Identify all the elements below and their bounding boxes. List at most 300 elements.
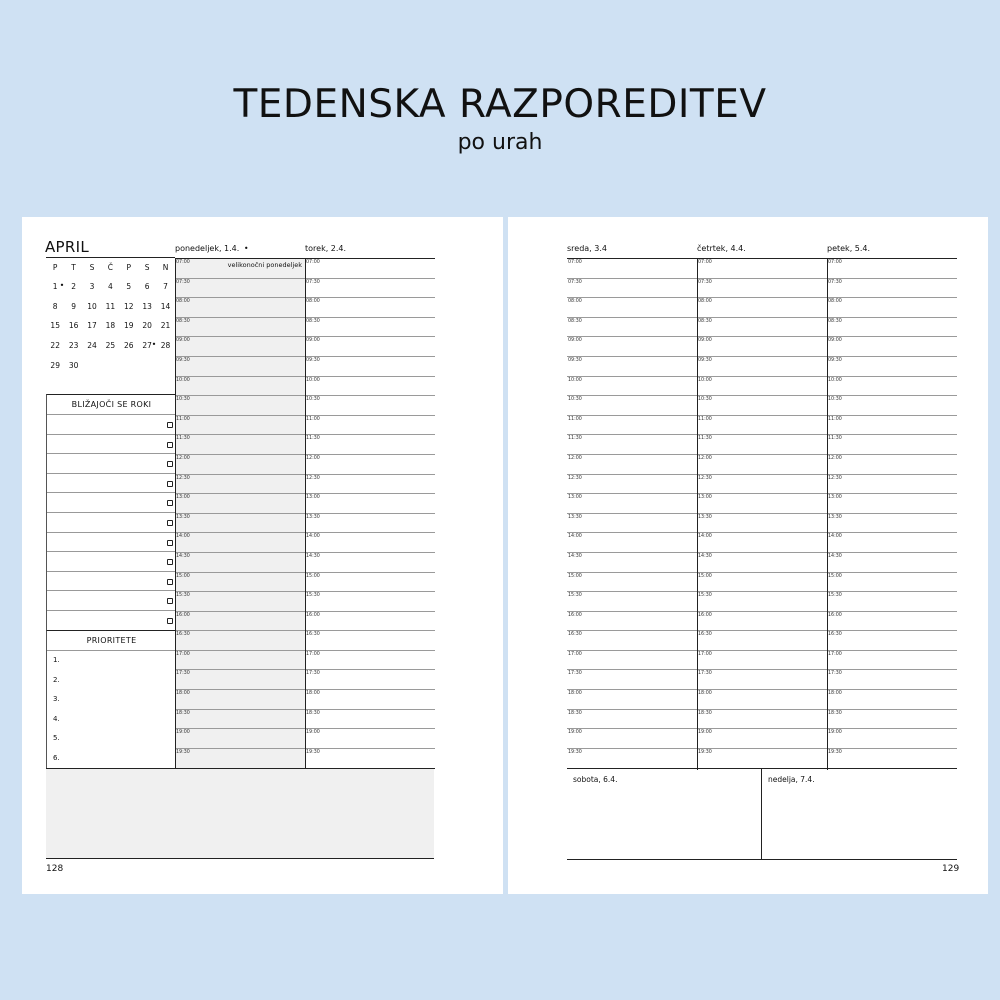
deadlines-section bbox=[46, 394, 176, 631]
time-slot[interactable] bbox=[567, 259, 697, 279]
weekday-label: T bbox=[71, 263, 76, 272]
time-slot[interactable] bbox=[305, 553, 435, 573]
calendar-day[interactable]: 7 bbox=[163, 282, 168, 292]
time-slot[interactable] bbox=[175, 514, 305, 534]
time-slot-label: 08:30 bbox=[828, 318, 842, 324]
priority-row[interactable]: 2. bbox=[53, 675, 60, 684]
time-slot[interactable] bbox=[305, 357, 435, 377]
time-slot-label: 17:30 bbox=[176, 671, 190, 677]
checkbox-icon[interactable] bbox=[167, 559, 173, 565]
calendar-day[interactable]: 6 bbox=[144, 282, 150, 292]
day-header: petek, 5.4. bbox=[827, 244, 871, 253]
time-slot[interactable] bbox=[567, 612, 697, 632]
calendar-day[interactable]: 13 bbox=[142, 301, 152, 311]
time-slot-label: 16:00 bbox=[176, 612, 190, 618]
time-slot[interactable] bbox=[305, 533, 435, 553]
time-slot-label: 07:30 bbox=[306, 279, 320, 285]
time-slot-label: 15:00 bbox=[176, 573, 190, 579]
time-slot-label: 19:30 bbox=[698, 749, 712, 755]
day-header: torek, 2.4. bbox=[305, 244, 347, 253]
time-slot[interactable] bbox=[567, 298, 697, 318]
calendar-day[interactable]: 20 bbox=[142, 321, 152, 331]
time-slot[interactable] bbox=[697, 259, 827, 279]
weekend-divider bbox=[761, 769, 762, 860]
page-subtitle: po urah bbox=[457, 130, 543, 155]
time-slot-label: 18:30 bbox=[698, 710, 712, 716]
time-slot-label: 13:30 bbox=[828, 514, 842, 520]
time-slot[interactable] bbox=[175, 337, 305, 357]
time-slot[interactable] bbox=[305, 377, 435, 397]
weekday-label: P bbox=[52, 263, 58, 272]
time-slot[interactable] bbox=[305, 670, 435, 690]
time-slot-label: 13:30 bbox=[306, 514, 320, 520]
time-slot-label: 18:30 bbox=[568, 710, 582, 716]
time-slot[interactable] bbox=[305, 279, 435, 299]
calendar-day[interactable]: 24 bbox=[87, 341, 97, 351]
time-slot[interactable] bbox=[175, 416, 305, 436]
time-slot-label: 14:00 bbox=[568, 534, 582, 540]
checkbox-icon[interactable] bbox=[167, 500, 173, 506]
calendar-day[interactable]: 14 bbox=[160, 301, 171, 311]
time-slot-label: 08:30 bbox=[698, 318, 712, 324]
time-slot[interactable] bbox=[697, 337, 827, 357]
time-slot[interactable] bbox=[567, 435, 697, 455]
time-slot-label: 11:30 bbox=[306, 436, 320, 442]
day-header: ponedeljek, 1.4. • bbox=[175, 244, 249, 253]
time-slot[interactable] bbox=[567, 475, 697, 495]
checkbox-icon[interactable] bbox=[167, 481, 173, 487]
calendar-day[interactable]: 3 bbox=[89, 282, 95, 292]
time-slot[interactable] bbox=[175, 377, 305, 397]
time-slot-label: 16:30 bbox=[568, 632, 582, 638]
time-slot[interactable] bbox=[305, 298, 435, 318]
time-slot[interactable] bbox=[827, 416, 957, 436]
time-slot-label: 19:30 bbox=[828, 749, 842, 755]
calendar-day[interactable]: 1 • bbox=[46, 282, 64, 291]
time-slot-label: 12:30 bbox=[176, 475, 190, 481]
calendar-week-row bbox=[46, 297, 175, 317]
time-slot[interactable] bbox=[567, 729, 697, 749]
time-slot-label: 19:00 bbox=[828, 730, 842, 736]
time-slot-label: 16:30 bbox=[698, 632, 712, 638]
sunday-label: nedelja, 7.4. bbox=[768, 775, 815, 784]
time-slot[interactable] bbox=[827, 533, 957, 553]
time-slot[interactable] bbox=[567, 533, 697, 553]
time-slot[interactable] bbox=[567, 416, 697, 436]
time-slot[interactable] bbox=[305, 416, 435, 436]
time-slot[interactable] bbox=[175, 494, 305, 514]
time-slot-label: 17:30 bbox=[568, 671, 582, 677]
time-slot-label: 14:30 bbox=[828, 553, 842, 559]
calendar-day[interactable]: 8 bbox=[52, 301, 58, 311]
notes-area[interactable] bbox=[46, 768, 434, 859]
priority-row[interactable]: 4. bbox=[53, 714, 60, 723]
time-slot-label: 07:30 bbox=[176, 279, 190, 285]
calendar-day[interactable]: 15 bbox=[50, 321, 60, 331]
time-slot-label: 11:00 bbox=[568, 416, 582, 422]
time-slot[interactable] bbox=[175, 357, 305, 377]
checkbox-icon[interactable] bbox=[167, 579, 173, 585]
calendar-day[interactable]: 10 bbox=[87, 301, 97, 311]
column-divider bbox=[305, 258, 306, 769]
time-slot-label: 13:00 bbox=[698, 495, 712, 501]
weekday-label: S bbox=[89, 263, 95, 272]
time-slot-label: 10:30 bbox=[698, 397, 712, 403]
time-slot[interactable] bbox=[697, 651, 827, 671]
time-slot[interactable] bbox=[827, 318, 957, 338]
time-slot[interactable] bbox=[305, 318, 435, 338]
checkbox-icon[interactable] bbox=[167, 520, 173, 526]
time-slot-label: 13:00 bbox=[828, 495, 842, 501]
time-slot[interactable] bbox=[175, 396, 305, 416]
time-slot[interactable] bbox=[567, 318, 697, 338]
holiday-note: velikonočni ponedeljek bbox=[227, 261, 302, 269]
time-slot[interactable] bbox=[697, 612, 827, 632]
time-slot-label: 18:30 bbox=[828, 710, 842, 716]
deadline-row[interactable] bbox=[47, 552, 176, 572]
time-slot-label: 19:00 bbox=[306, 730, 320, 736]
calendar-day[interactable]: 23 bbox=[68, 341, 79, 351]
time-slot-label: 19:30 bbox=[176, 749, 190, 755]
time-slot-label: 08:30 bbox=[568, 318, 582, 324]
calendar-day[interactable]: 22 bbox=[50, 341, 60, 351]
day-column-wednesday bbox=[567, 244, 697, 769]
time-slot[interactable] bbox=[175, 435, 305, 455]
time-slot[interactable] bbox=[175, 670, 305, 690]
time-slot-label: 12:30 bbox=[698, 475, 712, 481]
time-slot[interactable] bbox=[567, 494, 697, 514]
time-slot-label: 07:00 bbox=[568, 260, 582, 265]
deadline-row[interactable] bbox=[47, 533, 176, 553]
time-slot[interactable] bbox=[567, 357, 697, 377]
time-slot-label: 16:00 bbox=[568, 612, 582, 618]
checkbox-icon[interactable] bbox=[167, 598, 173, 604]
time-slot-label: 09:00 bbox=[828, 338, 842, 344]
checkbox-icon[interactable] bbox=[167, 461, 173, 467]
calendar-day[interactable]: 17 bbox=[87, 321, 97, 331]
deadline-row[interactable] bbox=[47, 572, 176, 592]
time-slot[interactable] bbox=[567, 279, 697, 299]
time-slot[interactable] bbox=[567, 651, 697, 671]
time-slot-label: 11:30 bbox=[828, 436, 842, 442]
calendar-day[interactable]: 11 bbox=[105, 301, 116, 311]
priority-row[interactable]: 3. bbox=[53, 695, 60, 704]
calendar-week-row bbox=[46, 277, 175, 297]
time-slot-label: 12:00 bbox=[306, 455, 320, 461]
day-column-tuesday bbox=[305, 244, 435, 769]
time-slot-label: 19:00 bbox=[568, 730, 582, 736]
checkbox-icon[interactable] bbox=[167, 422, 173, 428]
time-slot[interactable] bbox=[827, 670, 957, 690]
time-slot-label: 18:30 bbox=[306, 710, 320, 716]
time-slot-label: 18:00 bbox=[176, 691, 190, 697]
time-slot[interactable] bbox=[697, 279, 827, 299]
time-slot[interactable] bbox=[175, 475, 305, 495]
time-slot[interactable] bbox=[175, 631, 305, 651]
time-slot[interactable] bbox=[175, 749, 305, 769]
time-slot-label: 08:00 bbox=[306, 299, 320, 305]
time-slot[interactable] bbox=[175, 690, 305, 710]
time-slot[interactable] bbox=[567, 377, 697, 397]
time-slot[interactable] bbox=[175, 612, 305, 632]
time-slot[interactable] bbox=[175, 533, 305, 553]
time-slot-label: 17:00 bbox=[568, 651, 582, 657]
weekday-label: Č bbox=[107, 263, 113, 272]
time-slot-label: 15:30 bbox=[828, 593, 842, 599]
time-slot-label: 13:30 bbox=[176, 514, 190, 520]
time-slot-label: 12:00 bbox=[828, 455, 842, 461]
checkbox-icon[interactable] bbox=[167, 442, 173, 448]
deadline-row[interactable] bbox=[47, 513, 176, 533]
time-slot[interactable] bbox=[697, 749, 827, 769]
deadline-row[interactable] bbox=[47, 435, 176, 455]
time-slot[interactable] bbox=[697, 729, 827, 749]
time-slot-label: 08:30 bbox=[176, 318, 190, 324]
time-slot[interactable] bbox=[697, 455, 827, 475]
time-slot[interactable] bbox=[697, 377, 827, 397]
time-slot[interactable] bbox=[175, 651, 305, 671]
time-slot[interactable] bbox=[305, 592, 435, 612]
time-slot-label: 12:30 bbox=[306, 475, 320, 481]
time-slot[interactable] bbox=[305, 475, 435, 495]
checkbox-icon[interactable] bbox=[167, 618, 173, 624]
time-slot[interactable] bbox=[827, 690, 957, 710]
time-slot[interactable] bbox=[305, 631, 435, 651]
time-slot[interactable] bbox=[305, 514, 435, 534]
calendar-day[interactable]: 26 bbox=[123, 341, 134, 351]
time-slot[interactable] bbox=[827, 279, 957, 299]
time-slot-label: 08:00 bbox=[698, 299, 712, 305]
deadline-row[interactable] bbox=[47, 493, 176, 513]
time-slot[interactable] bbox=[827, 514, 957, 534]
time-slot[interactable] bbox=[827, 651, 957, 671]
time-slot[interactable] bbox=[567, 455, 697, 475]
time-slot-label: 07:30 bbox=[828, 279, 842, 285]
calendar-day[interactable]: 19 bbox=[123, 321, 134, 331]
time-slot[interactable] bbox=[305, 337, 435, 357]
time-slot-label: 09:30 bbox=[306, 357, 320, 363]
time-slot[interactable] bbox=[827, 710, 957, 730]
priorities-title: PRIORITETE bbox=[47, 631, 176, 651]
time-slot[interactable] bbox=[567, 710, 697, 730]
time-slot[interactable] bbox=[697, 494, 827, 514]
calendar-day[interactable]: 25 bbox=[105, 341, 116, 351]
time-slot[interactable] bbox=[827, 455, 957, 475]
time-slot[interactable] bbox=[175, 729, 305, 749]
time-slot[interactable] bbox=[305, 710, 435, 730]
time-slot-label: 14:30 bbox=[306, 553, 320, 559]
time-slot[interactable] bbox=[567, 670, 697, 690]
time-slot[interactable] bbox=[175, 710, 305, 730]
time-slot[interactable] bbox=[567, 749, 697, 769]
time-slot-label: 18:00 bbox=[568, 691, 582, 697]
time-slot[interactable] bbox=[697, 435, 827, 455]
time-slot[interactable] bbox=[827, 612, 957, 632]
left-page bbox=[22, 217, 503, 894]
priorities-section bbox=[46, 630, 176, 769]
time-slot[interactable] bbox=[697, 475, 827, 495]
time-slot-label: 07:30 bbox=[698, 279, 712, 285]
time-slot[interactable] bbox=[567, 573, 697, 593]
calendar-day[interactable]: 21 bbox=[160, 321, 171, 331]
checkbox-icon[interactable] bbox=[167, 540, 173, 546]
time-slot[interactable] bbox=[697, 416, 827, 436]
calendar-day[interactable]: 12 bbox=[123, 301, 134, 311]
time-slot-label: 12:00 bbox=[698, 455, 712, 461]
time-slot-label: 15:00 bbox=[568, 573, 582, 579]
time-slot[interactable] bbox=[567, 553, 697, 573]
time-slot[interactable] bbox=[175, 279, 305, 299]
time-slot[interactable] bbox=[305, 396, 435, 416]
time-slot[interactable] bbox=[697, 298, 827, 318]
time-slot[interactable] bbox=[827, 357, 957, 377]
time-slot[interactable] bbox=[175, 298, 305, 318]
time-slot[interactable] bbox=[175, 553, 305, 573]
time-slot-label: 11:00 bbox=[698, 416, 712, 422]
time-slot[interactable] bbox=[305, 435, 435, 455]
time-slot[interactable] bbox=[697, 631, 827, 651]
time-slot[interactable] bbox=[697, 553, 827, 573]
time-slot[interactable] bbox=[567, 396, 697, 416]
calendar-day[interactable]: 29 bbox=[50, 360, 60, 370]
time-slot-label: 13:30 bbox=[568, 514, 582, 520]
time-slot[interactable] bbox=[567, 514, 697, 534]
time-slot-label: 11:00 bbox=[306, 416, 320, 422]
day-column-friday bbox=[827, 244, 957, 769]
deadline-row[interactable] bbox=[47, 474, 176, 494]
time-slot[interactable] bbox=[827, 475, 957, 495]
time-slot[interactable] bbox=[697, 592, 827, 612]
time-slot-label: 08:30 bbox=[306, 318, 320, 324]
deadline-row[interactable] bbox=[47, 591, 176, 611]
time-slot[interactable] bbox=[697, 357, 827, 377]
weekday-label: P bbox=[126, 263, 132, 272]
time-slot[interactable] bbox=[697, 396, 827, 416]
time-slot[interactable] bbox=[827, 259, 957, 279]
time-slot[interactable] bbox=[305, 749, 435, 769]
time-slot-label: 17:30 bbox=[828, 671, 842, 677]
time-slot-label: 19:00 bbox=[176, 730, 190, 736]
time-slot-label: 17:00 bbox=[828, 651, 842, 657]
calendar-day[interactable]: 18 bbox=[105, 321, 116, 331]
time-slot[interactable] bbox=[827, 435, 957, 455]
time-slot-label: 07:00 bbox=[306, 260, 320, 265]
time-slot[interactable] bbox=[175, 318, 305, 338]
time-slot[interactable] bbox=[827, 377, 957, 397]
calendar-day[interactable]: 16 bbox=[68, 321, 79, 331]
time-slot-label: 18:00 bbox=[698, 691, 712, 697]
time-slot[interactable] bbox=[567, 690, 697, 710]
time-slot[interactable] bbox=[305, 259, 435, 279]
time-slot-label: 11:00 bbox=[176, 416, 190, 422]
time-slot[interactable] bbox=[827, 396, 957, 416]
calendar-week-row bbox=[46, 355, 175, 375]
time-slot-label: 11:30 bbox=[176, 436, 190, 442]
time-slot[interactable] bbox=[697, 710, 827, 730]
time-slot[interactable] bbox=[175, 455, 305, 475]
calendar-day[interactable]: 4 bbox=[107, 282, 113, 292]
time-slot[interactable] bbox=[827, 729, 957, 749]
time-slot[interactable] bbox=[567, 631, 697, 651]
time-slot-label: 15:30 bbox=[698, 593, 712, 599]
time-slot[interactable] bbox=[697, 690, 827, 710]
time-slot-label: 14:00 bbox=[698, 534, 712, 540]
time-slot[interactable] bbox=[827, 631, 957, 651]
time-slot[interactable] bbox=[175, 592, 305, 612]
time-slot[interactable] bbox=[697, 318, 827, 338]
time-slot[interactable] bbox=[827, 573, 957, 593]
time-slot[interactable] bbox=[697, 533, 827, 553]
time-slot[interactable] bbox=[827, 592, 957, 612]
time-slot-label: 13:30 bbox=[698, 514, 712, 520]
day-header: četrtek, 4.4. bbox=[697, 244, 746, 253]
time-slot-label: 15:30 bbox=[568, 593, 582, 599]
weekday-label: S bbox=[144, 263, 150, 272]
time-slot-label: 16:00 bbox=[828, 612, 842, 618]
time-slot[interactable] bbox=[827, 337, 957, 357]
time-slot-label: 09:30 bbox=[176, 357, 190, 363]
time-slot[interactable] bbox=[305, 573, 435, 593]
deadline-row[interactable] bbox=[47, 454, 176, 474]
time-slot[interactable] bbox=[305, 651, 435, 671]
time-slot[interactable] bbox=[305, 455, 435, 475]
calendar-day[interactable]: 9 bbox=[71, 301, 76, 311]
time-slot[interactable] bbox=[827, 749, 957, 769]
calendar-day[interactable]: 27 • bbox=[138, 341, 156, 350]
time-slot[interactable] bbox=[305, 690, 435, 710]
time-slot-label: 15:00 bbox=[306, 573, 320, 579]
calendar-day[interactable]: 2 bbox=[71, 282, 76, 292]
calendar-day[interactable]: 30 bbox=[68, 360, 79, 370]
time-slot-label: 12:30 bbox=[568, 475, 582, 481]
time-slot-label: 08:00 bbox=[568, 299, 582, 305]
calendar-week-row bbox=[46, 316, 175, 336]
calendar-day[interactable]: 5 bbox=[126, 282, 132, 292]
time-slot-label: 15:00 bbox=[698, 573, 712, 579]
time-slot[interactable] bbox=[697, 573, 827, 593]
weekday-label: N bbox=[162, 263, 169, 272]
time-slot[interactable] bbox=[697, 670, 827, 690]
time-slot[interactable] bbox=[305, 494, 435, 514]
priority-row[interactable]: 5. bbox=[53, 734, 60, 743]
time-slot-label: 14:00 bbox=[828, 534, 842, 540]
right-page bbox=[508, 217, 988, 894]
time-slot-label: 13:00 bbox=[176, 495, 190, 501]
time-slot[interactable] bbox=[697, 514, 827, 534]
calendar-day[interactable]: 28 bbox=[160, 341, 171, 351]
time-slot-label: 09:00 bbox=[306, 338, 320, 344]
time-slot[interactable] bbox=[827, 298, 957, 318]
time-slot[interactable] bbox=[827, 553, 957, 573]
time-slot-label: 13:00 bbox=[568, 495, 582, 501]
time-slot[interactable] bbox=[567, 592, 697, 612]
priority-row[interactable]: 6. bbox=[53, 753, 60, 762]
time-slot-label: 16:00 bbox=[698, 612, 712, 618]
time-slot-label: 16:30 bbox=[828, 632, 842, 638]
time-slot[interactable] bbox=[305, 729, 435, 749]
calendar-weekday-row bbox=[46, 258, 175, 277]
deadline-row[interactable] bbox=[47, 611, 176, 631]
time-slot[interactable] bbox=[827, 494, 957, 514]
column-divider bbox=[175, 258, 176, 769]
time-slot[interactable] bbox=[305, 612, 435, 632]
time-slot[interactable] bbox=[567, 337, 697, 357]
time-slot[interactable] bbox=[175, 573, 305, 593]
priority-row[interactable]: 1. bbox=[53, 656, 60, 664]
time-slot-label: 12:00 bbox=[568, 455, 582, 461]
deadline-row[interactable] bbox=[47, 415, 176, 435]
time-slot-label: 10:30 bbox=[568, 397, 582, 403]
